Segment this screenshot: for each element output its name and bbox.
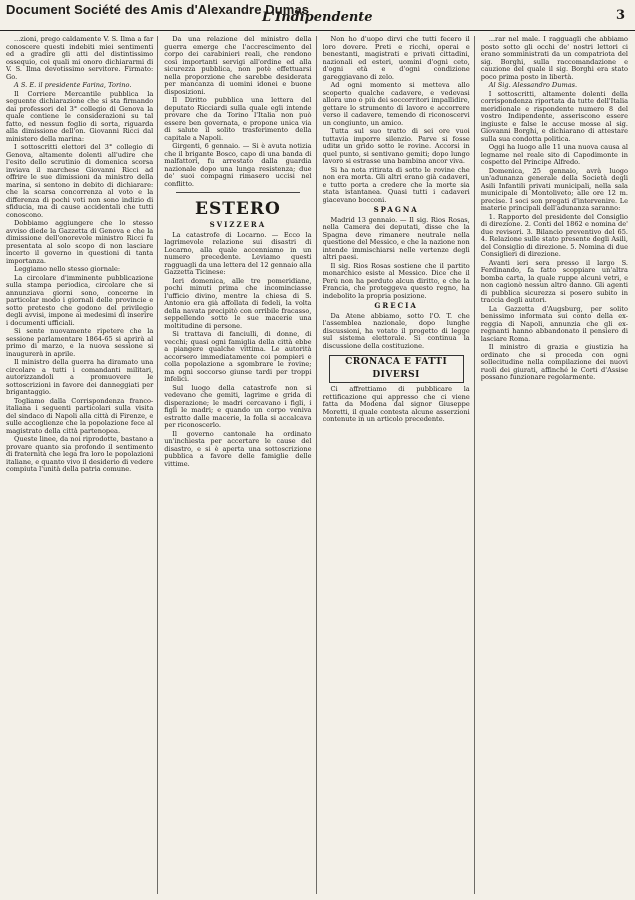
paragraph: Si trattava di fanciulli, di donne, di vecchi; quasi ogni famiglia della città ebbe a piangere qualche vittima. Le autorità accorsero immediatamente coi pompieri e colla popolazione a sgombrare le rovine; ma ogni soccorso giunse tardi per troppi infelici.	[164, 330, 312, 383]
paragraph: Da Atene abbiamo, sotto l'O. T. che l'assemblea nazionale, dopo lunghe discussioni, ha votato il progetto di legge sul sistema elettorale. Si continua la discussione della costituzione.	[322, 311, 470, 350]
paragraph: Si ha nota ritirata di sotto le rovine che non era morta. Gli altri erano già cadaveri, e tutto porta a credere che la morte sia stata istantanea. Quasi tutti i cadaveri giacevano bocconi.	[322, 165, 470, 204]
paragraph: A S. E. il presidente Farina, Torino.	[14, 81, 132, 89]
paragraph: Ci affrettiamo di pubblicare la rettificazione qui appresso che ci viene fatta da Modena dal signor Giuseppe Moretti, il quale contesta alcune asserzioni contenute in un articolo precedente.	[322, 385, 470, 423]
archive-owner: Document Société des Amis d'Alexandre Dumas	[6, 2, 310, 17]
paragraph: La circolare d'imminente pubblicazione sulla stampa periodica, circolare che si annunziava giorni sono, concerne in particolar modo i giornali delle provincie e sotto pretesto che godono del privilegio degli avvisi, impone ai medesimi di inserire i documenti ufficiali.	[6, 273, 154, 327]
paragraph: Il Diritto pubblica una lettera del deputato Ricciardi sulla quale egli intende provare che da Torino l'Italia non può essere ben governata, e propone unica via di salute il solito trasferimento della capitale a Napoli.	[164, 96, 312, 142]
article-columns	[6, 36, 628, 894]
column-3	[323, 36, 475, 894]
paragraph: Non ho d'uopo dirvi che tutti fecero il loro dovere. Preti e ricchi, operai e benestanti, magistrati e privati cittadini, nazionali ed esteri, uomini d'ogni ceto, d'ogni età e d'ogni condizione gareggiavano di zelo.	[322, 36, 470, 81]
section-title-estero: ESTERO	[194, 199, 281, 219]
column-2	[164, 36, 316, 894]
paragraph: Avanti ieri sera presso il largo S. Ferdinando, fa fatto scoppiare un'altra bomba carta, la quale ruppe alcuni vetri, e non cagionò nessun altro danno. Gli agenti di pubblica sicurezza si posero subito in traccia degli autori.	[480, 258, 628, 304]
paragraph: Tutta sul suo tratto di sei ore vuoi tuttavia imporre silenzio. Parve si fosse uditи un grido sotto le rovine. Accorsi in quel punto, si sentivano gemiti; dopo lungo lavoro si estrasse una bambina ancor viva.	[322, 127, 470, 165]
page-header	[0, 0, 635, 31]
paragraph: Il ministro di grazia e giustizia ha ordinato che si proceda con ogni sollecitudine nella compilazione dei nuovi ruoli dei giurati, affinché le Corti d'Assise possano funzionare regolarmente.	[480, 343, 628, 381]
section-subhead-grecia: GRECIA	[374, 301, 418, 310]
paragraph: Ad ogni momento si metteva allo scoperto qualche cadavere, e vedevasi allora uno o più dei soccorritori impallidire, gettare lo strumento di lavoro e accorrere verso il cadavere, temendo di riconoscervi un congiunto, un amico.	[322, 81, 470, 127]
paragraph: Il governo cantonale ha ordinato un'inchiesta per accertare le cause del disastro, e si è aperta una sottoscrizione pubblica a favore delle famiglie delle vittime.	[164, 429, 312, 468]
paragraph: I sottoscritti, altamente dolenti della corrispondenza riportata da tutte dell'Italia meridionale e rispondente numero 8 del vostro Indipendente, asseriscono essere ingiuste e false le accuse mosse al sig. Giovanni Borghi, e dichiarano di attestare sulla sua condotta politica.	[480, 89, 628, 143]
paragraph: ...zioni, prego caldamente V. S. Ilma a far conoscere questi indebiti miei sentimenti ed a gradire gli atti del distintissimo ossequio, coi quali mi onoro dichiararmi di V. S. Ilma devotissimo servitore. Firmato: Go.	[6, 36, 154, 81]
section-divider	[176, 192, 299, 193]
paragraph: Al Sig. Alessandro Dumas.	[488, 81, 578, 89]
section-subhead-spagna: SPAGNA	[373, 205, 419, 214]
paragraph: Sul luogo della catastrofe non si vedevano che gemiti, lagrime e grida di disperazione; le madri cercavano i figli, i figli le madri; e quando un corpo veniva estratto dalle macerie, la folla si accalcava per riconoscerlo.	[164, 383, 312, 429]
page-number: 3	[615, 8, 625, 23]
paragraph: Il sig. Rios Rosas sostiene che il partito monarchico esiste al Messico. Dice che il Perù non ha perduto alcun diritto, e che la Francia, che proteggeva questo regno, ha indebolito la propria posizione.	[322, 261, 470, 300]
paragraph: I sottoscritti elettori del 3° collegio di Genova, altamente dolenti all'udire che l'esito dello scrutinio di domenica scorsa inviava il marchese Giovanni Ricci ad offrire le sue dimissioni da ministro della marina, si sentono in debito di dichiarare: che la scarsa concorrenza al voto e la differenza di pochi voti non sono indizio di sfiducia, ma di cause accidentali che tutti conoscono.	[6, 143, 154, 219]
section-subhead-svizzera: SVIZZERA	[209, 220, 267, 229]
column-1	[6, 36, 158, 894]
column-4	[481, 36, 628, 894]
paragraph: Oggi ha luogo alle 11 una nuova causa al legname nel reale sito di Capodimonte in cospetto del Principe Alfredo.	[480, 143, 628, 166]
section-title-cronaca: CRONACA E FATTI DIVERSI	[329, 355, 464, 383]
paragraph: Domenica, 25 gennaio, avrà luogo un'adunanza generale della Società degli Asili Infantili privati municipali, nella sala municipale di Montoliveto; alle ore 12 m. precise. I soci son pregati d'intervenire. Le materie principali dell'adunanza saranno:	[480, 166, 628, 212]
paragraph: Ieri domenica, alle tre pomeridiane, pochi minuti prima che incominciasse l'ufficio divino, mentre la chiesa di S. Antonio era già affollata di fedeli, la volta della navata precipitò con orribile fracasso, seppellendo sotto le sue macerie una moltitudine di persone.	[164, 276, 312, 330]
paragraph: Queste linee, da noi riprodotte, bastano a provare quanto sia profondo il sentimento di fraternità che lega fra loro le popolazioni italiane, e quanto vivo il desiderio di vedere compiuta l'unità della patria comune.	[6, 435, 154, 473]
paragraph: Da una relazione del ministro della guerra emerge che l'accrescimento del corpo dei carabinieri reali, che rendono così importanti servigi all'ordine ed alla sicurezza pubblica, non potè effettuarsi nella proporzione che sarebbe desiderata per mancanza di uomini idonei e buone disposizioni.	[164, 36, 312, 96]
paragraph: Girgenti, 6 gennaio. — Si è avuta notizia che il brigante Bosco, capo di una banda di malfattori, fu arrestato dalla guardia nazionale dopo una lunga resistenza; due de' suoi compagni rimasero uccisi nel conflitto.	[164, 142, 312, 188]
paragraph: Il ministro della guerra ha diramato una circolare a tutti i comandanti militari, autorizzandoli a promuovere le sottoscrizioni in favore dei danneggiati per brigantaggio.	[6, 358, 154, 396]
paragraph: Togliamo dalla Corrispondenza franco-italiana i seguenti particolari sulla visita del sindaco di Napoli alla città di Firenze, e sulle accoglienze che la popolazione fece al magistrato della città partenopea.	[6, 396, 154, 435]
paragraph: La Gazzetta d'Augsburg, per solito benissimo informata sui conto della ex-reggia di Napoli, annunzia che gli ex-regnanti hanno abbandonato il pensiero di lasciare Roma.	[480, 304, 628, 343]
paragraph: Dobbiamo aggiungere che lo stesso avviso diede la Gazzetta di Genova e che la dimissione dell'onorevole ministro Ricci fu presentata al solo scopo di non lasciare incerto il governo in questioni di tanta importanza.	[6, 219, 154, 265]
paragraph: La catastrofe di Locarno. — Ecco la lagrimevole relazione sui disastri di Locarno, alla quale accenniamo in un numero precedente. Leviamo questi ragguagli da una lettera del 12 gennaio alla Gazzetta Ticinese:	[164, 230, 312, 276]
paragraph: Il Corriere Mercantile pubblica la seguente dichiarazione che si sta firmando dai professori del 3° collegio di Genova la quale contiene le considerazioni su tal fatto, ed nessun foglio di sorta, riguarda alla dimissione dell'on. Giovanni Ricci dal ministero della marina:	[6, 89, 154, 143]
paragraph: Leggiamo nello stesso giornale:	[14, 265, 121, 273]
paragraph: Madrid 13 gennaio. — Il sig. Rios Rosas, nella Camera dei deputati, disse che la Spagna deve rimanere neutrale nella questione del Messico, e che la nazione non intende immischiarsi nelle vertenze degli altri paesi.	[322, 215, 470, 261]
paragraph: 1. Rapporto del presidente del Consiglio di direzione. 2. Conti del 1862 e nomina de' due revisori. 3. Bilancio preventivo del 65. 4. Relazione sulle stato presente degli Asili, del Consiglio di direzione. 5. Nomina di due Consiglieri di direzione.	[480, 212, 628, 258]
paragraph: Si sente nuovamente ripetere che la sessione parlamentare 1864-65 si aprirà al primo di marzo, e la nuova sessione si inaugurerà in aprile.	[6, 327, 154, 358]
paragraph: ...rar nel male. I ragguagli che abbiamo posto sotto gli occhi de' nostri lettori ci erano somministrati da un compatriota del sig. Borghi, sulla raccomandazione e cauzione del quale il sig. Borghi era stato poco prima posto in libertà.	[480, 36, 628, 81]
newspaper-title: L'Indipendente	[262, 10, 373, 25]
